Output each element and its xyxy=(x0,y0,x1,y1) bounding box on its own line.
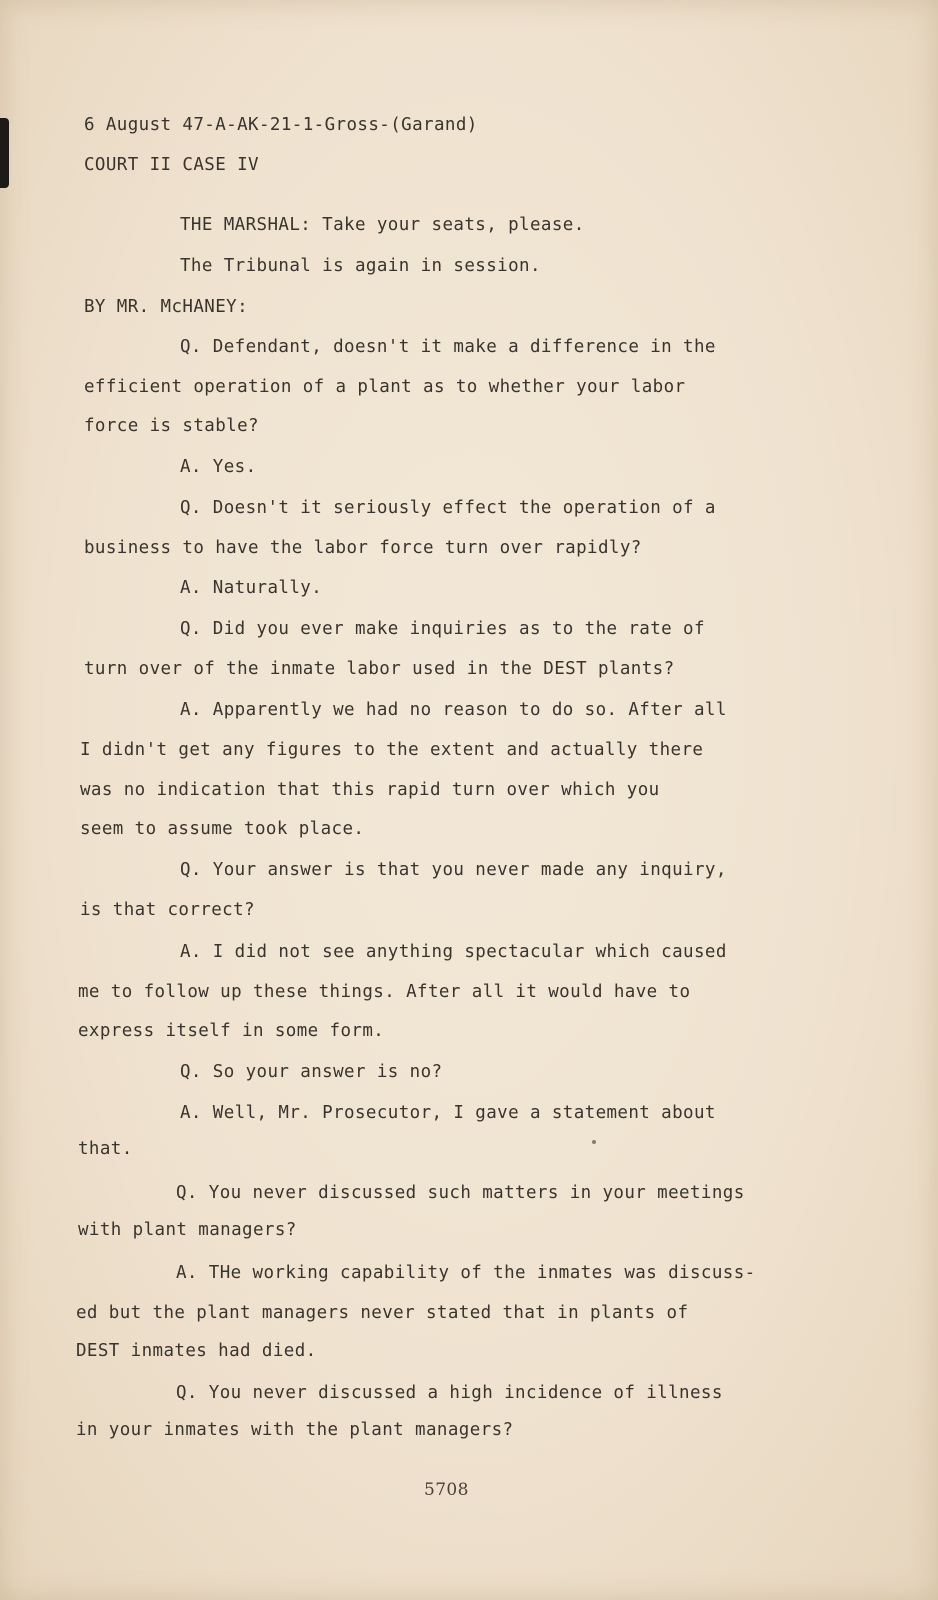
transcript-line: A. I did not see anything spectacular which caused xyxy=(180,942,727,962)
page-number: 5708 xyxy=(424,1480,469,1500)
transcript-line: efficient operation of a plant as to whether your labor xyxy=(84,377,686,397)
transcript-line: Q. Your answer is that you never made any inquiry, xyxy=(180,860,727,880)
transcript-line: Q. Doesn't it seriously effect the operation of a xyxy=(180,498,716,518)
transcript-line: business to have the labor force turn over rapidly? xyxy=(84,538,642,558)
transcript-line: seem to assume took place. xyxy=(80,819,365,839)
transcript-line: BY MR. McHANEY: xyxy=(84,297,249,317)
transcript-line: me to follow up these things. After all it would have to xyxy=(78,982,691,1002)
transcript-line: with plant managers? xyxy=(78,1220,297,1240)
header-date-code: 6 August 47-A-AK-21-1-Gross-(Garand) xyxy=(84,115,478,135)
transcript-line: turn over of the inmate labor used in the DEST plants? xyxy=(84,659,675,679)
transcript-line: ed but the plant managers never stated that in plants of xyxy=(76,1303,689,1323)
transcript-line: DEST inmates had died. xyxy=(76,1341,317,1361)
transcript-line: A. Naturally. xyxy=(180,578,323,598)
transcript-line: Q. You never discussed a high incidence of illness xyxy=(176,1383,723,1403)
transcript-line: Q. So your answer is no? xyxy=(180,1062,443,1082)
transcript-line: was no indication that this rapid turn over which you xyxy=(80,780,660,800)
transcript-line: A. Apparently we had no reason to do so. After all xyxy=(180,700,727,720)
transcript-line: A. Yes. xyxy=(180,457,257,477)
transcript-line: I didn't get any figures to the extent and actually there xyxy=(80,740,704,760)
transcript-line: Q. Did you ever make inquiries as to the rate of xyxy=(180,619,705,639)
transcript-line: THE MARSHAL: Take your seats, please. xyxy=(180,215,585,235)
transcript-line: is that correct? xyxy=(80,900,255,920)
header-court-case: COURT II CASE IV xyxy=(84,155,259,175)
transcript-line: A. Well, Mr. Prosecutor, I gave a statement about xyxy=(180,1103,716,1123)
transcript-line: express itself in some form. xyxy=(78,1021,385,1041)
transcript-line: in your inmates with the plant managers? xyxy=(76,1420,514,1440)
binding-edge xyxy=(0,118,9,188)
transcript-line: that. xyxy=(78,1139,133,1159)
transcript-line: force is stable? xyxy=(84,416,259,436)
transcript-line: The Tribunal is again in session. xyxy=(180,256,541,276)
transcript-line: Q. You never discussed such matters in your meetings xyxy=(176,1183,745,1203)
transcript-line: Q. Defendant, doesn't it make a difference in the xyxy=(180,337,716,357)
paper-speck xyxy=(592,1140,596,1144)
transcript-line: A. THe working capability of the inmates was discuss- xyxy=(176,1263,756,1283)
